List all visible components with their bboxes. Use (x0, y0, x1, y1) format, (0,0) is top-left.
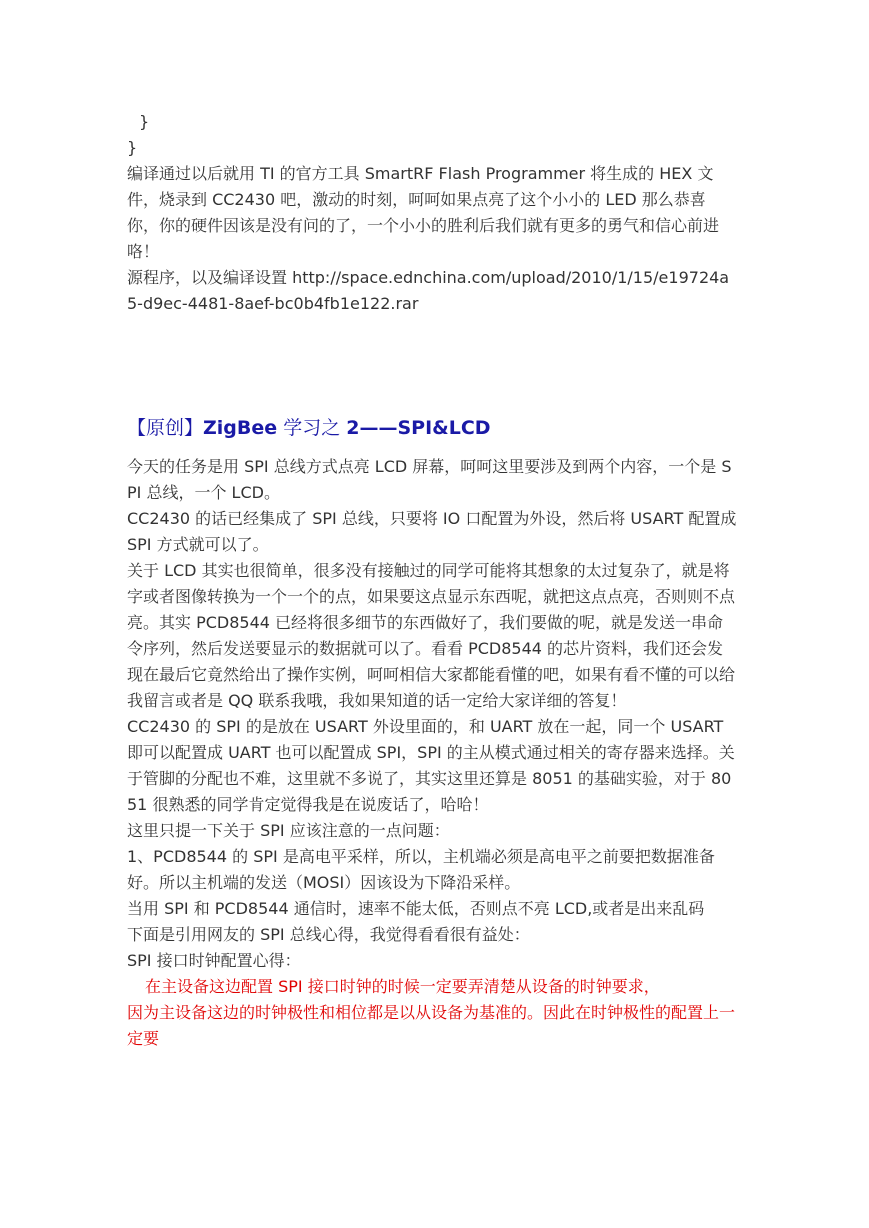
intro-paragraph-compile: 编译通过以后就用 TI 的官方工具 SmartRF Flash Programmer 将生成的 HEX 文件，烧录到 CC2430 吧，激动的时刻，呵呵如果点亮了这个小小的 LED 那么恭喜你，你的硬件因该是没有问的了，一个小小的胜利后我们就有更多的勇气和信心前进咯！ (127, 164, 720, 261)
body-paragraph-note: 这里只提一下关于 SPI 应该注意的一点问题： (127, 821, 450, 840)
body-paragraph-speed: 当用 SPI 和 PCD8544 通信时，速率不能太低，否则点不亮 LCD,或者是出来乱码 (127, 899, 705, 918)
body-paragraph-spi-clock: SPI 接口时钟配置心得： (127, 951, 301, 970)
body-paragraph-pcd8544: 1、PCD8544 的 SPI 是高电平采样，所以，主机端必须是高电平之前要把数据准备好。所以主机端的发送（MOSI）因该设为下降沿采样。 (127, 847, 715, 892)
article-title (127, 414, 737, 442)
body-paragraph-usart: CC2430 的 SPI 的是放在 USART 外设里面的，和 UART 放在一起，同一个 USART 即可以配置成 UART 也可以配置成 SPI，SPI 的主从模式通过相关的寄存器来选择。关于管脚的分配也不难，这里就不多说了，其实这里还算是 8051 的基础实验，对于 8051 很熟悉的同学肯定觉得我是在说废话了，哈哈！ (127, 717, 735, 814)
intro-section (127, 161, 737, 317)
body-section (127, 454, 737, 1052)
intro-paragraph-source-link: 源程序，以及编译设置 http://space.ednchina.com/upload/2010/1/15/e19724a5-d9ec-4481-8aef-bc0b4fb1e122.rar (127, 268, 730, 313)
body-paragraph-cc2430: CC2430 的话已经集成了 SPI 总线，只要将 IO 口配置为外设，然后将 USART 配置成 SPI 方式就可以了。 (127, 509, 737, 554)
title-suffix: 2——SPI&LCD (346, 417, 491, 439)
title-middle: 学习之 (283, 417, 341, 439)
title-zigbee: ZigBee (203, 417, 278, 439)
code-inner-brace: } (139, 112, 150, 131)
title-prefix: 【原创】 (127, 417, 204, 439)
body-paragraph-lcd: 关于 LCD 其实也很简单，很多没有接触过的同学可能将其想象的太过复杂了，就是将字或者图像转换为一个一个的点，如果要这点显示东西呢，就把这点点亮，否则则不点亮。其实 PCD8544 已经将很多细节的东西做好了，我们要做的呢，就是发送一串命令序列，然后发送要显示的数据就可以了。看看 PCD8544 的芯片资料，我们还会发现在最后它竟然给出了操作实例，呵呵相信大家都能看懂的吧，如果有看不懂的可以给我留言或者是 QQ 联系我哦，我如果知道的话一定给大家详细的答复！ (127, 561, 736, 710)
code-outer-brace: } (127, 138, 138, 157)
body-paragraph-task: 今天的任务是用 SPI 总线方式点亮 LCD 屏幕，呵呵这里要涉及到两个内容，一个是 SPI 总线，一个 LCD。 (127, 457, 732, 502)
quote-line-1: 在主设备这边配置 SPI 接口时钟的时候一定要弄清楚从设备的时钟要求， (145, 977, 660, 996)
quote-line-2: 因为主设备这边的时钟极性和相位都是以从设备为基准的。因此在时钟极性的配置上一定要 (127, 1003, 736, 1048)
body-paragraph-quote-intro: 下面是引用网友的 SPI 总线心得，我觉得看看很有益处： (127, 925, 530, 944)
